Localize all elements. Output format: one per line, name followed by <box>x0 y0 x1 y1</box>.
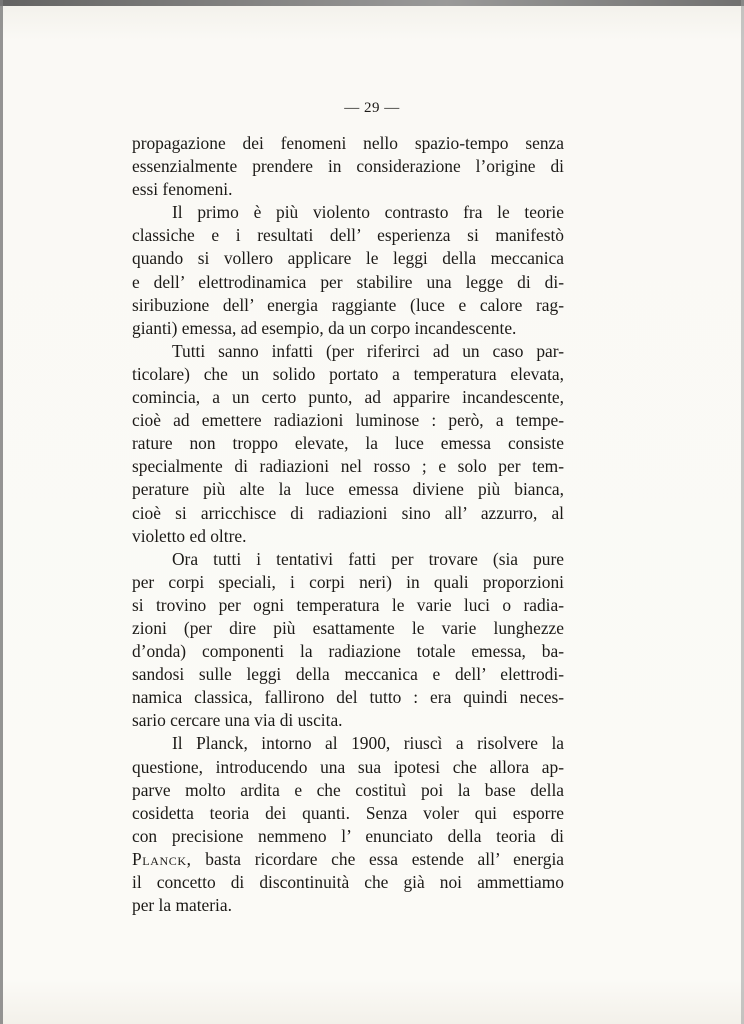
text-line: perature più alte la luce emessa diviene più bianca, <box>132 479 564 500</box>
paragraph-2 <box>132 201 564 340</box>
text-line: classiche e i resultati dell’ esperienza si manifestò <box>132 225 564 246</box>
text-line: sario cercare una via di uscita. <box>132 710 343 731</box>
text-line: rature non troppo elevate, la luce emessa consiste <box>132 433 564 454</box>
text-line: namica classica, fallirono del tutto : era quindi neces- <box>132 687 564 708</box>
text-line: si trovino per ogni temperatura le varie luci o radia- <box>132 594 564 615</box>
text-line: essi fenomeni. <box>132 179 233 200</box>
page-number: — 29 — <box>344 100 400 116</box>
text-line: propagazione dei fenomeni nello spazio-tempo senza <box>132 133 564 153</box>
text-line: cosidetta teoria dei quanti. Senza voler qui esporre <box>132 802 564 823</box>
text-line: il concetto di discontinuità che già noi ammettiamo <box>132 872 564 892</box>
text-line: questione, introducendo una sua ipotesi che allora ap- <box>132 756 564 777</box>
body-text <box>132 132 564 917</box>
text-line: cioè si arricchisce di radiazioni sino all’ azzurro, al <box>132 502 564 523</box>
text-line: comincia, a un certo punto, ad apparire incandescente, <box>132 387 564 408</box>
text-line: zioni (per dire più esattamente le varie lunghezze <box>132 617 564 638</box>
author-name-planck: Planck, <box>132 848 192 869</box>
text-line: con precisione nemmeno l’ enunciato della teoria di <box>132 825 564 846</box>
scan-left-edge <box>0 0 3 1024</box>
text-line: Il primo è più violento contrasto fra le teorie <box>172 202 564 223</box>
text-line: per corpi speciali, i corpi neri) in quali proporzioni <box>132 571 564 592</box>
text-line: per la materia. <box>132 895 232 916</box>
paragraph-3 <box>132 340 564 548</box>
text-line: quando si vollero applicare le leggi della meccanica <box>132 248 564 269</box>
text-line: gianti) emessa, ad esempio, da un corpo incandescente. <box>132 317 517 338</box>
text-line: ticolare) che un solido portato a temperatura elevata, <box>132 363 564 384</box>
scan-top-edge <box>0 0 744 6</box>
text-line: d’onda) componenti la radiazione totale emessa, ba- <box>132 641 564 662</box>
text-line: Il Planck, intorno al 1900, riuscì a risolvere la <box>172 733 564 754</box>
text-line: Tutti sanno infatti (per riferirci ad un caso par- <box>172 340 564 361</box>
text-line-with-name <box>132 848 564 871</box>
text-line: siribuzione dell’ energia raggiante (luce e calore rag- <box>132 294 564 315</box>
paragraph-4 <box>132 548 564 733</box>
text-line: essenzialmente prendere in considerazione l’origine di <box>132 156 564 177</box>
paragraph-5 <box>132 732 564 917</box>
text-line: cioè ad emettere radiazioni luminose : però, a tempe- <box>132 410 564 431</box>
text-line: specialmente di radiazioni nel rosso ; e solo per tem- <box>132 456 564 477</box>
text-line: e dell’ elettrodinamica per stabilire una legge di di- <box>132 271 564 292</box>
text-line: Ora tutti i tentativi fatti per trovare (sia pure <box>172 548 564 569</box>
text-line: violetto ed oltre. <box>132 525 247 546</box>
text-fragment: basta ricordare che essa estende all’ energia <box>205 848 564 869</box>
text-line: parve molto ardita e che costituì poi la base della <box>132 779 564 800</box>
text-line: sandosi sulle leggi della meccanica e dell’ elettrodi- <box>132 664 564 685</box>
paragraph-1 <box>132 132 564 201</box>
